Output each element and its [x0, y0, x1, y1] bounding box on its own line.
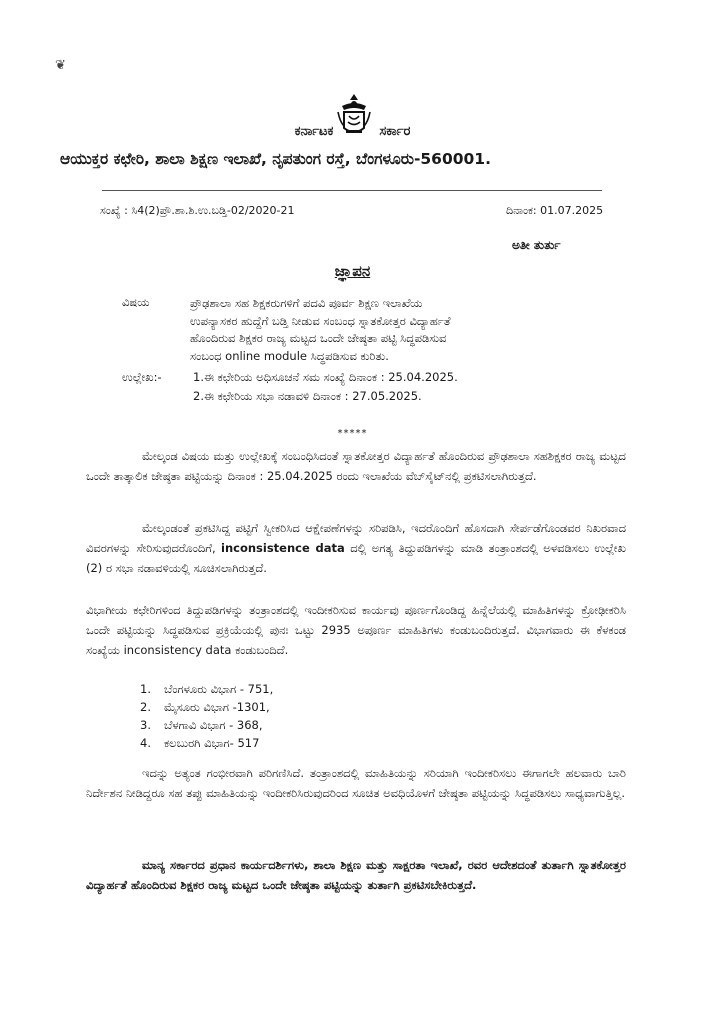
- list-item: 3. ಬೆಳಗಾವಿ ವಿಭಾಗ - 368,: [140, 718, 263, 732]
- memo-date: ದಿನಾಂಕ: 01.07.2025: [506, 204, 604, 217]
- reference-item: 2.ಈ ಕಛೇರಿಯ ಸಭಾ ನಡಾವಳಿ ದಿನಾಂಕ : 27.05.2025.: [193, 389, 422, 403]
- subject-text: [190, 295, 630, 365]
- list-item: 4. ಕಲಬುರಗಿ ವಿಭಾಗ- 517: [140, 736, 260, 750]
- subject-line: ಹೊಂದಿರುವ ಶಿಕ್ಷಕರ ರಾಜ್ಯ ಮಟ್ಟದ ಒಂದೇ ಜೇಷ್ಠತಾ ಪಟ್ಟಿ ಸಿದ್ಧಪಡಿಸುವ: [190, 331, 447, 345]
- gov-karnataka: ಕರ್ನಾಟಕ: [294, 124, 334, 139]
- subject-line: ಪ್ರೌಢಶಾಲಾ ಸಹ ಶಿಕ್ಷಕರುಗಳಿಗೆ ಪದವಿ ಪೂರ್ವ ಶಿಕ್ಷಣ ಇಲಾಖೆಯ: [190, 296, 423, 310]
- references-label: ಉಲ್ಲೇಖ:-: [122, 370, 162, 384]
- gov-sarkara: ಸರ್ಕಾರ: [379, 124, 411, 139]
- division-list: [140, 680, 273, 752]
- list-item: 2. ಮೈಸೂರು ವಿಭಾಗ -1301,: [140, 700, 270, 714]
- paragraph-4-text: ಇದನ್ನು ಅತ್ಯಂತ ಗಂಭೀರವಾಗಿ ಪರಿಗಣಿಸಿದೆ. ತಂತ್ರಾಂಶದಲ್ಲಿ ಮಾಹಿತಿಯನ್ನು ಸರಿಯಾಗಿ ಇಂದೀಕರಿಸಲು ಈಗಾಗಲೇ ಹಲವಾರು ಬಾರಿ ನಿರ್ದೇಶನ ನೀಡಿದ್ದರೂ ಸಹ ತಪ್ಪು ಮಾಹಿತಿಯನ್ನು ಇಂದೀಕರಿಸಿರುವುದರಿಂದ ಸೂಚಿತ ಅವಧಿಯೊಳಗೆ ಜೇಷ್ಠತಾ ಪಟ್ಟಿಯನ್ನು ಸಿದ್ಧಪಡಿಸಲು ಸಾಧ್ಯವಾಗುತ್ತಿಲ್ಲ.: [86, 766, 626, 800]
- paragraph-2-bold: inconsistence data: [221, 541, 345, 555]
- paragraph-2-text-a: ಮೇಲ್ಕಂಡಂತೆ ಪ್ರಕಟಿಸಿದ್ದ ಪಟ್ಟಿಗೆ ಸ್ವೀಕರಿಸಿದ ಆಕ್ಷೇಪಣೆಗಳನ್ನು ಸರಿಪಡಿಸಿ, ಇದರೊಂದಿಗೆ ಹೊಸದಾಗಿ ಸೇರ್ಪಡೆಗೊಂಡವರ ನಿಖರವಾದ ವಿವರಗಳನ್ನು ಸೇರಿಸುವುದರೊಂದಿಗೆ,: [86, 521, 626, 555]
- margin-mark: ❦: [55, 58, 66, 73]
- section-separator: *****: [337, 428, 368, 439]
- subject-line: ಉಪನ್ಯಾಸಕರ ಹುದ್ದೆಗೆ ಬಡ್ತಿ ನೀಡುವ ಸಂಬಂಧ ಸ್ನಾತಕೋತ್ತರ ವಿದ್ಯಾರ್ಹತೆ: [190, 313, 451, 328]
- government-line: [0, 124, 705, 139]
- subject-label: ವಿಷಯ: [122, 295, 150, 309]
- reference-number: ಸಂಖ್ಯೆ : ಸಿ4(2)ಪ್ರೌ.ಶಾ.ಶಿ.ಉ.ಬಡ್ತಿ-02/2020-21: [100, 204, 295, 217]
- header-divider: [102, 190, 602, 191]
- paragraph-1: [86, 446, 626, 486]
- paragraph-1-text: ಮೇಲ್ಕಂಡ ವಿಷಯ ಮತ್ತು ಉಲ್ಲೇಖಕ್ಕೆ ಸಂಬಂಧಿಸಿದಂತೆ ಸ್ನಾತಕೋತ್ತರ ವಿದ್ಯಾರ್ಹತೆ ಹೊಂದಿರುವ ಪ್ರೌಢಶಾಲಾ ಸಹಶಿಕ್ಷಕರ ರಾಜ್ಯ ಮಟ್ಟದ ಒಂದೇ ತಾತ್ಕಾಲಿಕ ಜೇಷ್ಠತಾ ಪಟ್ಟಿಯನ್ನು ದಿನಾಂಕ : 25.04.2025 ರಂದು ಇಲಾಖೆಯ ವೆಬ್‌ಸೈಟ್‌ನಲ್ಲಿ ಪ್ರಕಟಿಸಲಾಗಿರುತ್ತದೆ.: [86, 449, 626, 483]
- list-item: 1. ಬೆಂಗಳೂರು ವಿಭಾಗ - 751,: [140, 682, 274, 696]
- subject-line: ಸಂಬಂಧ online module ಸಿದ್ಧಪಡಿಸುವ ಕುರಿತು.: [190, 348, 389, 363]
- paragraph-4: [86, 763, 626, 803]
- paragraph-3-text: ವಿಭಾಗೀಯ ಕಛೇರಿಗಳಿಂದ ತಿದ್ದುಪಡಿಗಳನ್ನು ತಂತ್ರಾಂಶದಲ್ಲಿ ಇಂದೀಕರಿಸುವ ಕಾರ್ಯವು ಪೂರ್ಣಗೊಂಡಿದ್ದ ಹಿನ್ನೆಲೆಯಲ್ಲಿ ಮಾಹಿತಿಗಳನ್ನು ಕ್ರೋಢೀಕರಿಸಿ ಒಂದೇ ಪಟ್ಟಿಯನ್ನು ಸಿದ್ಧಪಡಿಸುವ ಪ್ರಕ್ರಿಯೆಯಲ್ಲಿ ಪುನಃ ಒಟ್ಟು 2935 ಅಪೂರ್ಣ ಮಾಹಿತಿಗಳು ಕಂಡುಬಂದಿರುತ್ತದೆ. ವಿಭಾಗವಾರು ಈ ಕೆಳಕಂಡ ಸಂಖ್ಯೆಯ inconsistency data ಕಂಡುಬಂದಿದೆ.: [86, 603, 626, 657]
- paragraph-5-text: ಮಾನ್ಯ ಸರ್ಕಾರದ ಪ್ರಧಾನ ಕಾರ್ಯದರ್ಶಿಗಳು, ಶಾಲಾ ಶಿಕ್ಷಣ ಮತ್ತು ಸಾಕ್ಷರತಾ ಇಲಾಖೆ, ರವರ ಆದೇಶದಂತೆ ತುರ್ತಾಗಿ ಸ್ನಾತಕೋತ್ತರ ವಿದ್ಯಾರ್ಹತೆ ಹೊಂದಿರುವ ಶಿಕ್ಷಕರ ರಾಜ್ಯ ಮಟ್ಟದ ಒಂದೇ ಜೇಷ್ಠತಾ ಪಟ್ಟಿಯನ್ನು ತುರ್ತಾಗಿ ಪ್ರಕಟಿಸಬೇಕಿರುತ್ತದೆ.: [86, 858, 626, 892]
- urgent-label: ಅತೀ ತುರ್ತು: [512, 238, 561, 252]
- paragraph-2: [86, 518, 626, 578]
- paragraph-2-text-b: ದಲ್ಲಿ ಅಗತ್ಯ ತಿದ್ದುಪಡಿಗಳನ್ನು ಮಾಡಿ ತಂತ್ರಾಂಶದಲ್ಲಿ ಅಳವಡಿಸಲು ಉಲ್ಲೇಖ (2) ರ ಸಭಾ ನಡಾವಳಿಯಲ್ಲಿ ಸೂಚಿಸಲಾಗಿರುತ್ತದೆ.: [86, 541, 626, 575]
- memo-heading: ಜ್ಞಾಪನ: [334, 262, 371, 280]
- paragraph-3: [86, 600, 626, 660]
- office-address: ಆಯುಕ್ತರ ಕಛೇರಿ, ಶಾಲಾ ಶಿಕ್ಷಣ ಇಲಾಖೆ, ನೃಪತುಂಗ ರಸ್ತೆ, ಬೆಂಗಳೂರು-560001.: [60, 150, 491, 168]
- reference-item: 1.ಈ ಕಛೇರಿಯ ಅಧಿಸೂಚನೆ ಸಮ ಸಂಖ್ಯೆ ದಿನಾಂಕ : 25.04.2025.: [193, 370, 458, 384]
- paragraph-5: [86, 855, 626, 895]
